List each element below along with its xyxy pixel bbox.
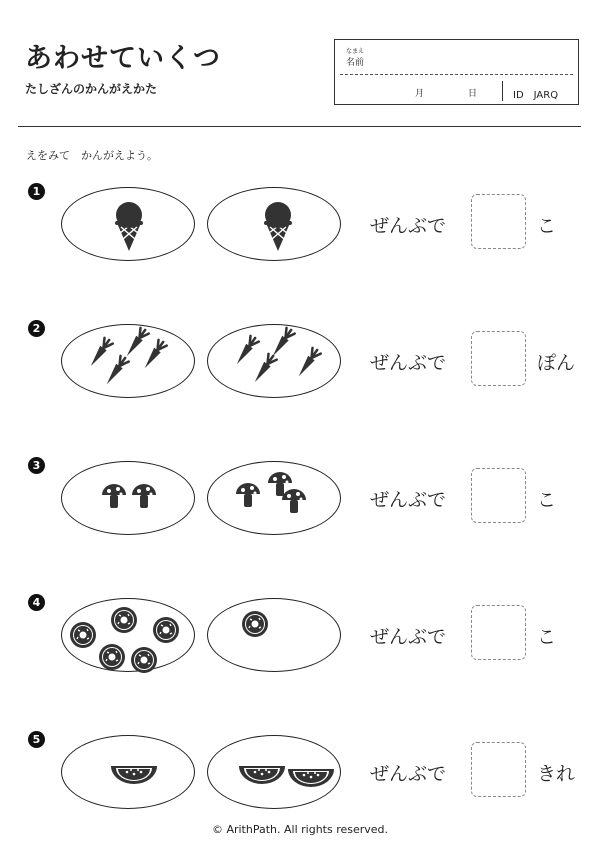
carrot-icon [103,355,130,387]
problem-number: 1 [28,183,45,200]
right-group [207,598,341,672]
left-group [61,735,195,809]
watermelon-icon [288,769,334,787]
name-furigana: なまえ [346,48,365,55]
mushroom-icon [236,483,260,507]
header-divider [18,126,581,127]
problem-number: 3 [28,457,45,474]
day-label: 日 [468,89,478,99]
name-label: 名前 [346,58,365,68]
carrot-icon [295,347,322,379]
id-text: ID JARQ [513,90,559,101]
total-label: ぜんぶで [370,489,447,511]
ice-cream-icon [264,202,292,251]
donut-icon [99,644,125,670]
total-label: ぜんぶで [370,626,447,648]
worksheet-subtitle: たしざんのかんがえかた [25,82,158,96]
right-group [207,324,341,398]
watermelon-icon [239,766,285,784]
total-label: ぜんぶで [370,352,447,374]
carrot-icon [123,327,150,359]
left-group [61,187,195,261]
mushroom-icon [282,489,306,513]
answer-box[interactable] [471,742,526,797]
left-group [61,461,195,535]
carrot-icon [141,339,168,371]
copyright-footer: © ArithPath. All rights reserved. [211,823,389,836]
id-separator [502,81,503,101]
right-group [207,735,341,809]
problem-3 [0,461,600,561]
month-label: 月 [415,89,425,99]
answer-box[interactable] [471,194,526,249]
total-label: ぜんぶで [370,215,447,237]
answer-box[interactable] [471,331,526,386]
left-group [61,324,195,398]
answer-box[interactable] [471,605,526,660]
carrot-icon [251,353,278,385]
carrot-icon [269,327,296,359]
problem-5 [0,735,600,835]
ice-cream-icon [115,202,143,251]
donut-icon [131,647,157,673]
right-group [207,461,341,535]
mushroom-icon [132,484,156,508]
left-group [61,598,195,672]
unit-label: きれ [537,763,576,785]
right-group [207,187,341,261]
name-line [340,74,573,75]
unit-label: こ [537,626,557,648]
name-box [334,39,579,105]
worksheet-title: あわせていくつ [25,43,221,74]
unit-label: こ [537,489,557,511]
problem-number: 2 [28,320,45,337]
donut-icon [242,611,268,637]
unit-label: こ [537,215,557,237]
answer-box[interactable] [471,468,526,523]
watermelon-icon [111,766,157,784]
carrot-icon [87,337,114,369]
donut-icon [111,607,137,633]
problem-4 [0,598,600,698]
problem-number: 4 [28,594,45,611]
instruction: えをみて かんがえよう。 [26,149,158,162]
mushroom-icon [102,484,126,508]
donut-icon [153,617,179,643]
donut-icon [70,622,96,648]
total-label: ぜんぶで [370,763,447,785]
carrot-icon [233,335,260,367]
problem-1 [0,187,600,287]
problem-number: 5 [28,731,45,748]
unit-label: ぽん [537,352,576,374]
problem-2 [0,324,600,424]
